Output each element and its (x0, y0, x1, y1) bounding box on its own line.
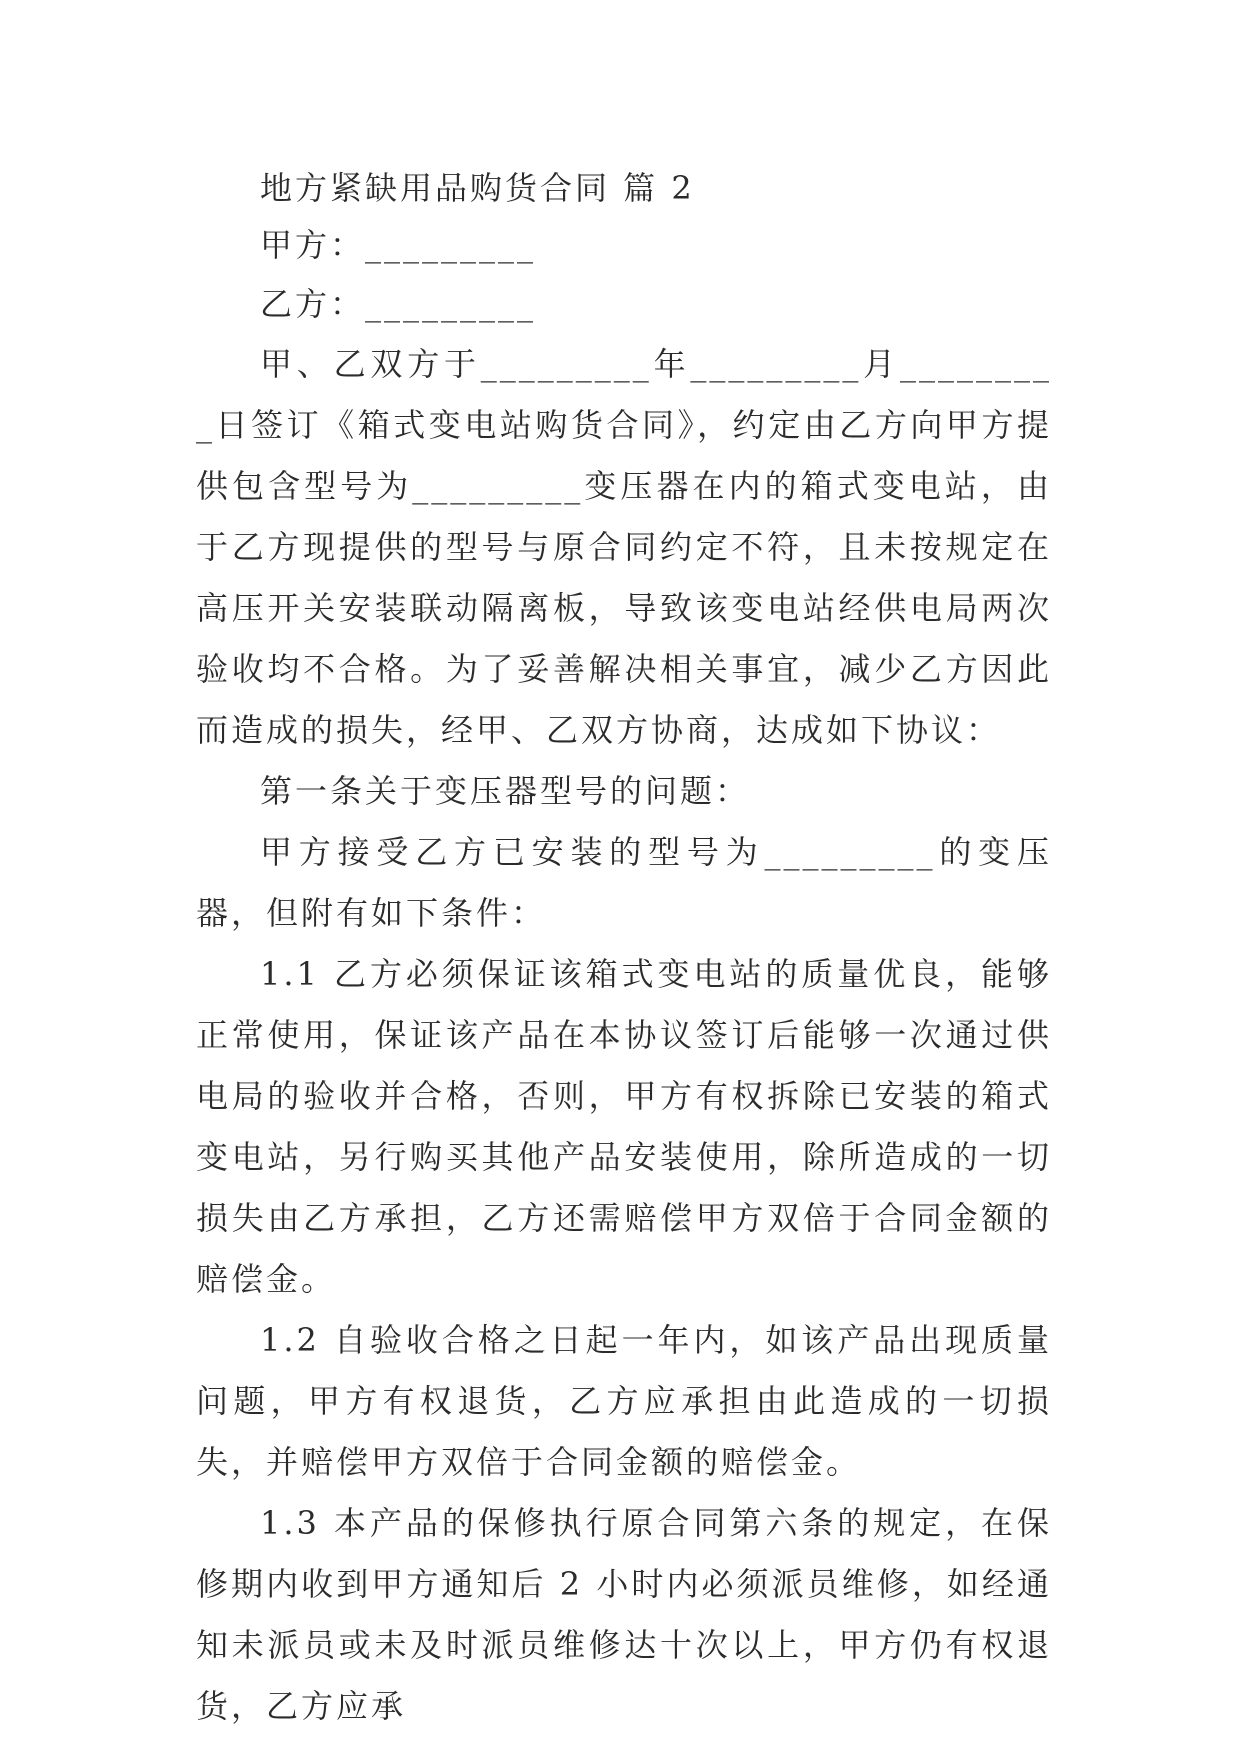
party-a-line: 甲方：_________ (260, 226, 537, 264)
document-body (196, 160, 1052, 1737)
paragraph-intro: 甲、乙双方于_________年_________月_________日签订《箱式变电站购货合同》，约定由乙方向甲方提供包含型号为_________变压器在内的箱式变电站，由于乙方现提供的型号与原合同约定不符，且未按规定在高压开关安装联动隔离板，导致该变电站经供电局两次验收均不合格。为了妥善解决相关事宜，减少乙方因此而造成的损失，经甲、乙双方协商，达成如下协议： (196, 345, 1052, 749)
party-b-line: 乙方：_________ (260, 285, 537, 323)
paragraph-article-1-heading: 第一条关于变压器型号的问题： (260, 772, 751, 810)
paragraph-acceptance: 甲方接受乙方已安装的型号为_________的变压器，但附有如下条件： (196, 833, 1052, 932)
paragraph-clause-1-2: 1.2 自验收合格之日起一年内，如该产品出现质量问题，甲方有权退货，乙方应承担由此造成的一切损失，并赔偿甲方双倍于合同金额的赔偿金。 (196, 1321, 1052, 1481)
document-title: 地方紧缺用品购货合同 篇 2 (260, 169, 695, 207)
paragraph-clause-1-1: 1.1 乙方必须保证该箱式变电站的质量优良，能够正常使用，保证该产品在本协议签订后能够一次通过供电局的验收并合格，否则，甲方有权拆除已安装的箱式变电站，另行购买其他产品安装使用，除所造成的一切损失由乙方承担，乙方还需赔偿甲方双倍于合同金额的赔偿金。 (196, 955, 1052, 1298)
paragraph-clause-1-3: 1.3 本产品的保修执行原合同第六条的规定，在保修期内收到甲方通知后 2 小时内必须派员维修，如经通知未派员或未及时派员维修达十次以上，甲方仍有权退货，乙方应承 (196, 1504, 1052, 1725)
